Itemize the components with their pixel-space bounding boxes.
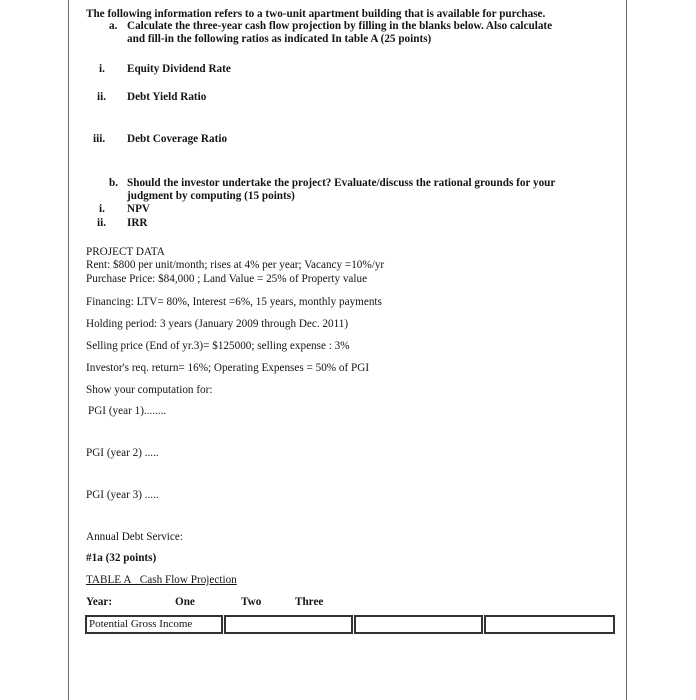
part-b-instruction-line1: Should the investor undertake the project? Evaluate/discuss the rational grounds for your xyxy=(127,177,556,189)
cell-year-two-input[interactable] xyxy=(355,616,482,633)
pgi-year-2: PGI (year 2) ..... xyxy=(86,447,159,459)
part-b-item-number-1: i. xyxy=(99,203,105,215)
part-a-instruction-line2: and fill-in the following ratios as indicated In table A (25 points) xyxy=(127,33,432,45)
ratio-number-1: i. xyxy=(99,63,105,75)
part-b-instruction-line2: judgment by computing (15 points) xyxy=(127,190,295,202)
part-a-instruction-line1: Calculate the three-year cash flow projection by filling in the blanks below. Also calculate xyxy=(127,20,553,32)
table-a-label: TABLE A xyxy=(86,574,132,586)
cell-year-one-input[interactable] xyxy=(225,616,352,633)
pgi-year-3: PGI (year 3) ..... xyxy=(86,489,159,501)
table-a-title: Cash Flow Projection xyxy=(139,574,237,586)
part-b-marker: b. xyxy=(109,177,119,189)
project-data-heading: PROJECT DATA xyxy=(86,246,165,258)
row-label-potential-gross-income: Potential Gross Income xyxy=(86,616,222,633)
cell-year-three-input[interactable] xyxy=(485,616,614,633)
ratio-debt-yield-ratio: Debt Yield Ratio xyxy=(127,91,207,103)
document-page xyxy=(68,0,627,700)
ratio-number-3: iii. xyxy=(93,133,106,145)
part-a-marker: a. xyxy=(109,20,118,32)
pgi-year-1: PGI (year 1)........ xyxy=(88,405,167,417)
year-two-header: Two xyxy=(241,596,262,608)
year-one-header: One xyxy=(175,596,195,608)
project-data-purchase-price: Purchase Price: $84,000 ; Land Value = 25% of Property value xyxy=(86,273,368,285)
cash-flow-table xyxy=(85,615,615,634)
annual-debt-service: Annual Debt Service: xyxy=(86,531,183,543)
computation-prompt: Show your computation for: xyxy=(86,384,213,396)
question-1a: #1a (32 points) xyxy=(86,552,157,564)
project-data-holding-period: Holding period: 3 years (January 2009 through Dec. 2011) xyxy=(86,318,349,330)
ratio-equity-dividend-rate: Equity Dividend Rate xyxy=(127,63,231,75)
part-b-npv: NPV xyxy=(127,203,150,215)
year-label: Year: xyxy=(86,596,113,608)
intro-paragraph: The following information refers to a two-unit apartment building that is available for purchase. xyxy=(86,8,546,20)
project-data-rent: Rent: $800 per unit/month; rises at 4% per year; Vacancy =10%/yr xyxy=(86,259,385,271)
year-three-header: Three xyxy=(295,596,324,608)
part-b-item-number-2: ii. xyxy=(97,217,107,229)
project-data-required-return: Investor's req. return= 16%; Operating Expenses = 50% of PGI xyxy=(86,362,370,374)
project-data-selling-price: Selling price (End of yr.3)= $125000; selling expense : 3% xyxy=(86,340,350,352)
table-a-caption xyxy=(86,574,237,587)
table-row xyxy=(86,616,614,633)
ratio-debt-coverage-ratio: Debt Coverage Ratio xyxy=(127,133,228,145)
project-data-financing: Financing: LTV= 80%, Interest =6%, 15 years, monthly payments xyxy=(86,296,382,308)
part-b-irr: IRR xyxy=(127,217,148,229)
ratio-number-2: ii. xyxy=(97,91,107,103)
